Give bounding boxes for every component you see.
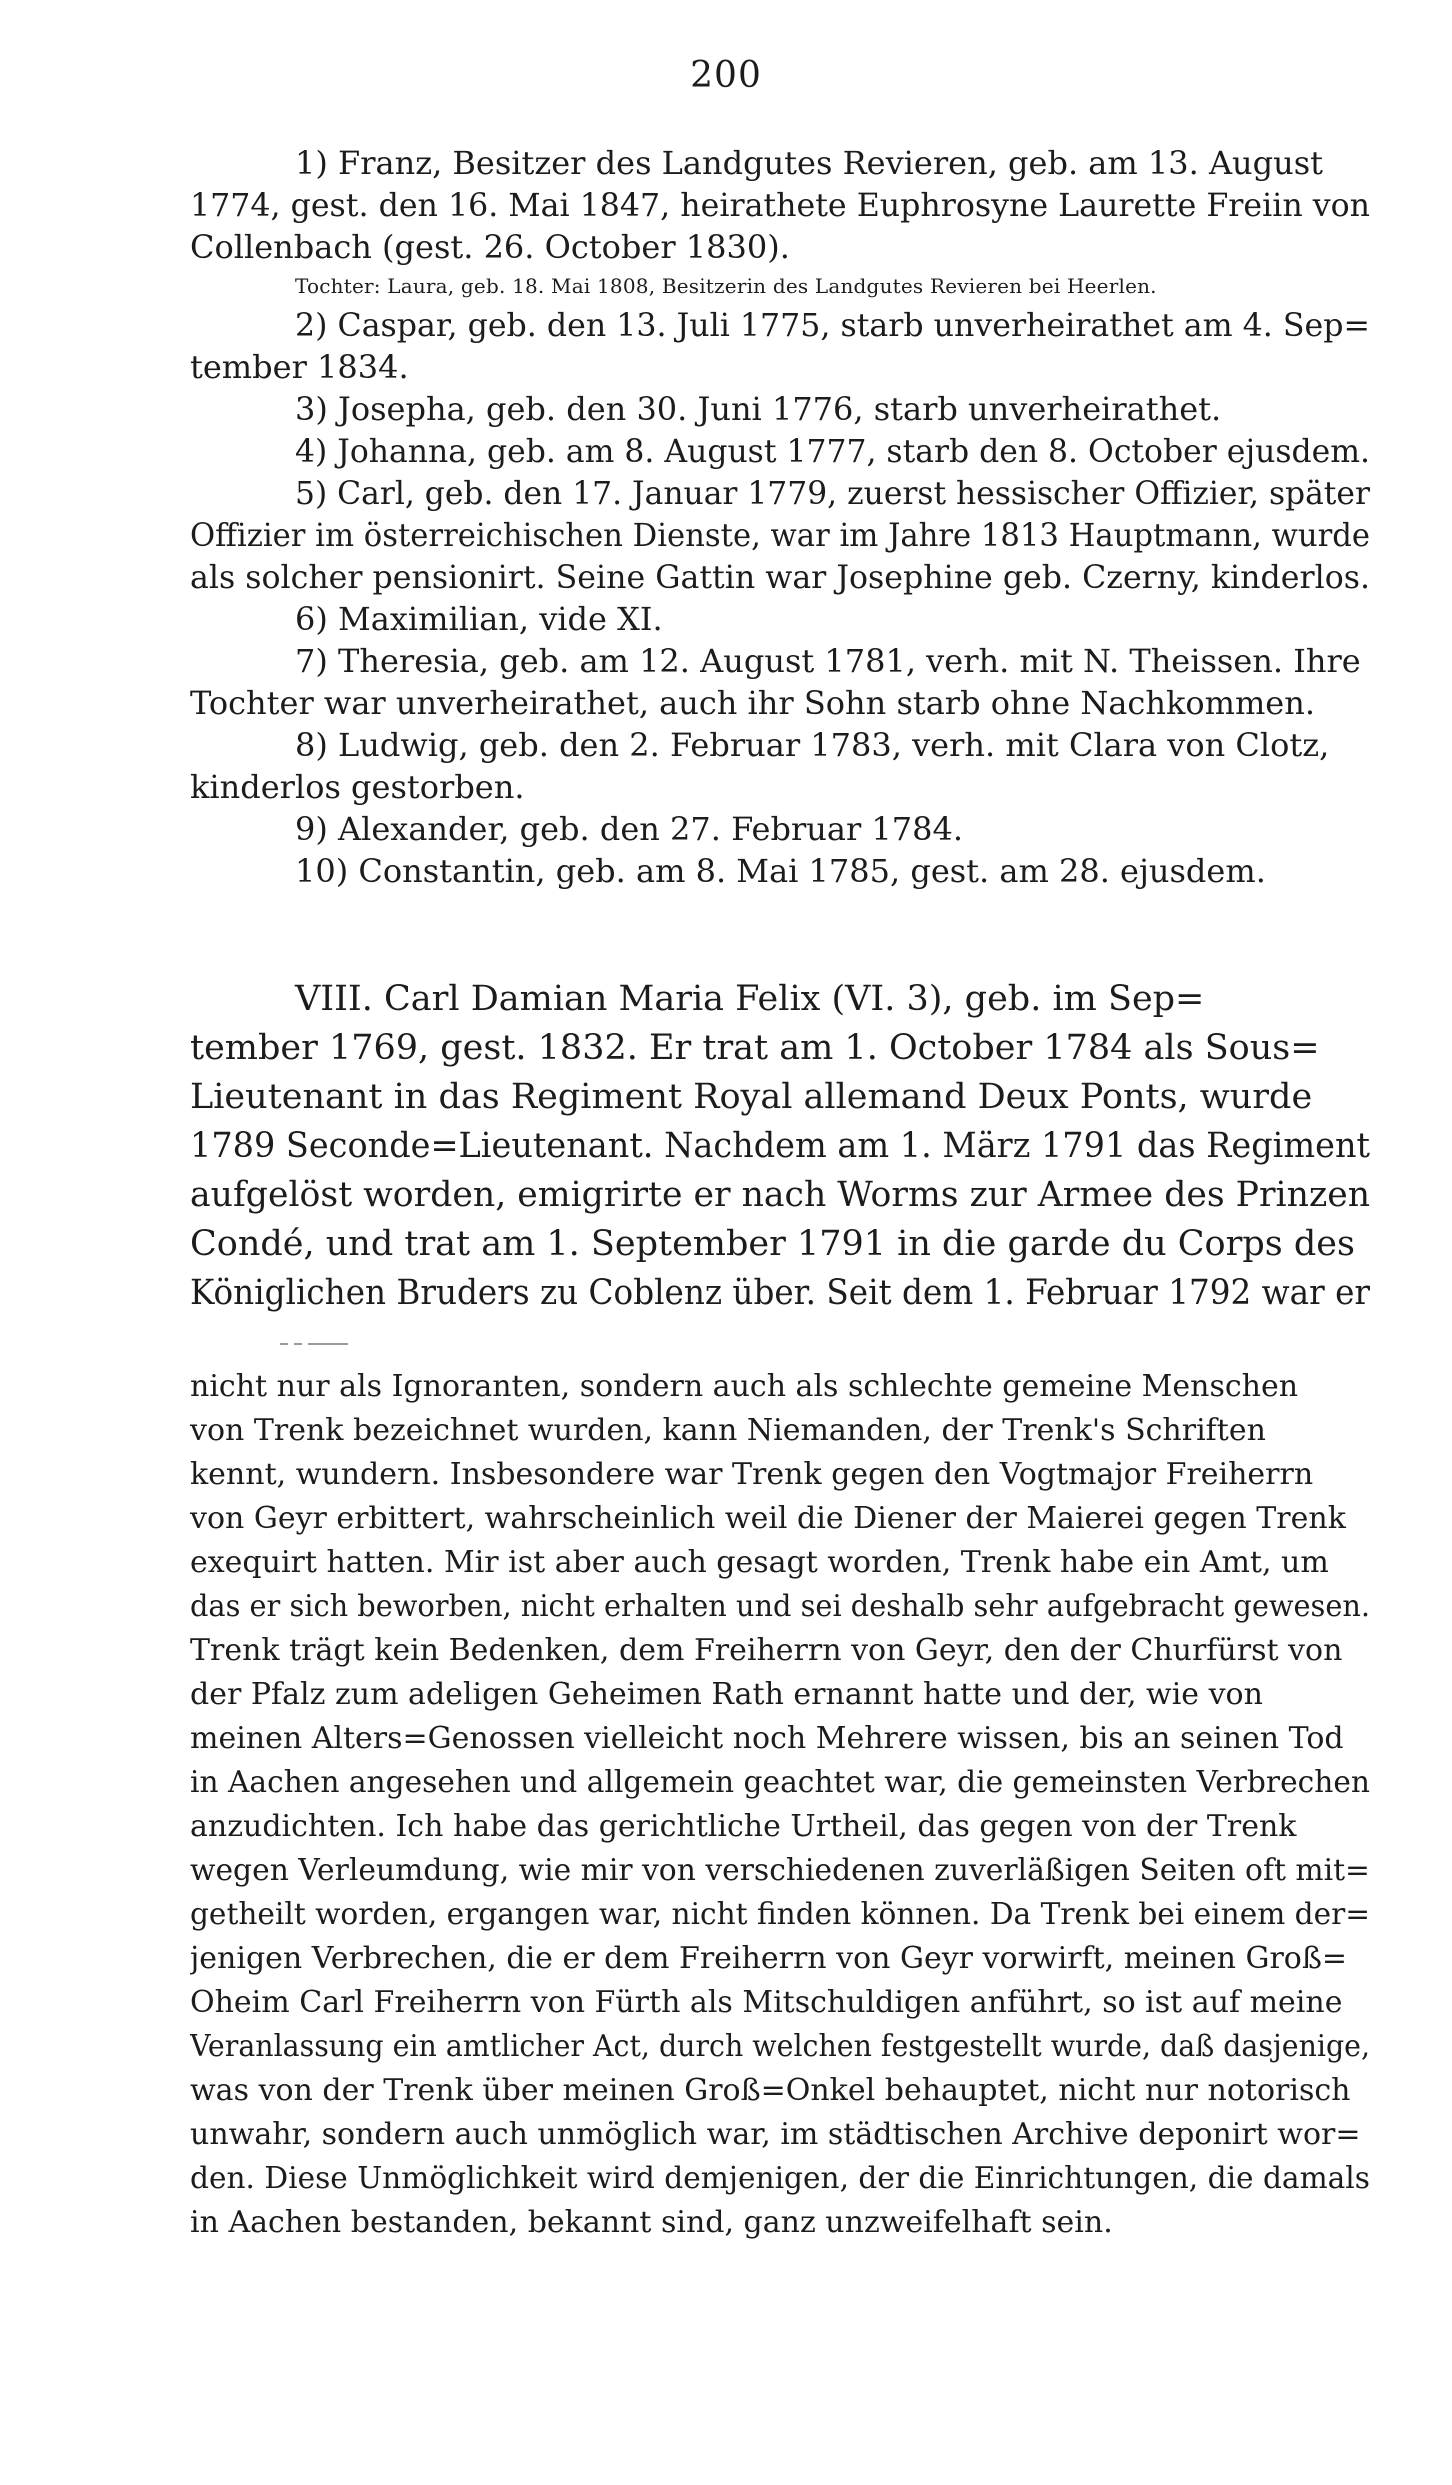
entry-line: 1) Franz, Besitzer des Landgutes Revieren, geb. am 13. August bbox=[295, 144, 1324, 182]
daughter-note: Tochter: Laura, geb. 18. Mai 1808, Besitzerin des Landgutes Revieren bei Heerlen. bbox=[295, 274, 1157, 298]
entry-line: 5) Carl, geb. den 17. Januar 1779, zuerst hessischer Offizier, später bbox=[295, 474, 1370, 512]
footnote-line: wegen Verleumdung, wie mir von verschiedenen zuverläßigen Seiten oft mit= bbox=[190, 1853, 1370, 1888]
entry-tochter-note bbox=[190, 268, 1370, 304]
entry-line: 10) Constantin, geb. am 8. Mai 1785, gest. am 28. ejusdem. bbox=[295, 852, 1266, 890]
page-number: 200 bbox=[690, 55, 762, 96]
entry-franz bbox=[190, 142, 1370, 268]
section-line: tember 1769, gest. 1832. Er trat am 1. October 1784 als Sous= bbox=[190, 1028, 1320, 1068]
footnote-line: von Geyr erbittert, wahrscheinlich weil die Diener der Maierei gegen Trenk bbox=[190, 1501, 1346, 1536]
entry-line: 6) Maximilian, vide XI. bbox=[295, 600, 663, 638]
entry-line: 1774, gest. den 16. Mai 1847, heirathete Euphrosyne Laurette Freiin von bbox=[190, 186, 1370, 224]
footnote-line: Veranlassung ein amtlicher Act, durch welchen festgestellt wurde, daß dasjenige, bbox=[190, 2029, 1370, 2064]
entry-line: 4) Johanna, geb. am 8. August 1777, starb den 8. October ejusdem. bbox=[295, 432, 1370, 470]
entry-line: Collenbach (gest. 26. October 1830). bbox=[190, 228, 790, 266]
entry-josepha bbox=[190, 388, 1370, 430]
footnote-line: unwahr, sondern auch unmöglich war, im städtischen Archive deponirt wor= bbox=[190, 2117, 1361, 2152]
entry-line: kinderlos gestorben. bbox=[190, 768, 525, 806]
footnote-line: den. Diese Unmöglichkeit wird demjenigen, der die Einrichtungen, die damals bbox=[190, 2161, 1370, 2196]
entry-johanna bbox=[190, 430, 1370, 472]
entry-constantin bbox=[190, 850, 1370, 892]
entry-line: 3) Josepha, geb. den 30. Juni 1776, starb unverheirathet. bbox=[295, 390, 1222, 428]
section-line: aufgelöst worden, emigrirte er nach Worms zur Armee des Prinzen bbox=[190, 1175, 1370, 1215]
footnote-line: das er sich beworben, nicht erhalten und sei deshalb sehr aufgebracht gewesen. bbox=[190, 1589, 1370, 1624]
footnote-line: anzudichten. Ich habe das gerichtliche Urtheil, das gegen von der Trenk bbox=[190, 1809, 1297, 1844]
footnote-line: jenigen Verbrechen, die er dem Freiherrn von Geyr vorwirft, meinen Groß= bbox=[190, 1941, 1348, 1976]
footnote-line: getheilt worden, ergangen war, nicht finden können. Da Trenk bei einem der= bbox=[190, 1897, 1370, 1932]
footnote-line: Trenk trägt kein Bedenken, dem Freiherrn von Geyr, den der Churfürst von bbox=[190, 1633, 1343, 1668]
family-entries-list bbox=[190, 142, 1370, 892]
section-line: VIII. Carl Damian Maria Felix (VI. 3), geb. im Sep= bbox=[295, 979, 1205, 1019]
footnote-line: in Aachen angesehen und allgemein geachtet war, die gemeinsten Verbrechen bbox=[190, 1765, 1370, 1800]
section-line: Condé, und trat am 1. September 1791 in die garde du Corps des bbox=[190, 1224, 1355, 1264]
entry-line: Tochter war unverheirathet, auch ihr Sohn starb ohne Nachkommen. bbox=[190, 684, 1316, 722]
section-line: 1789 Seconde=Lieutenant. Nachdem am 1. März 1791 das Regiment bbox=[190, 1126, 1370, 1166]
footnote-line: der Pfalz zum adeligen Geheimen Rath ernannt hatte und der, wie von bbox=[190, 1677, 1263, 1712]
entry-line: Offizier im österreichischen Dienste, war im Jahre 1813 Hauptmann, wurde bbox=[190, 516, 1370, 554]
footnote-line: was von der Trenk über meinen Groß=Onkel behauptet, nicht nur notorisch bbox=[190, 2073, 1351, 2108]
entry-line: als solcher pensionirt. Seine Gattin war Josephine geb. Czerny, kinderlos. bbox=[190, 558, 1370, 596]
footnote-line: nicht nur als Ignoranten, sondern auch als schlechte gemeine Menschen bbox=[190, 1369, 1299, 1404]
entry-alexander bbox=[190, 808, 1370, 850]
footnote-line: in Aachen bestanden, bekannt sind, ganz unzweifelhaft sein. bbox=[190, 2205, 1113, 2240]
entry-caspar bbox=[190, 304, 1370, 388]
entry-line: tember 1834. bbox=[190, 348, 409, 386]
footnote-paragraph bbox=[190, 1365, 1370, 2245]
footnote-line: meinen Alters=Genossen vielleicht noch Mehrere wissen, bis an seinen Tod bbox=[190, 1721, 1344, 1756]
section-line: Lieutenant in das Regiment Royal allemand Deux Ponts, wurde bbox=[190, 1077, 1313, 1117]
section-line: Königlichen Bruders zu Coblenz über. Seit dem 1. Februar 1792 war er bbox=[190, 1273, 1370, 1313]
footnote-line: von Trenk bezeichnet wurden, kann Niemanden, der Trenk's Schriften bbox=[190, 1413, 1266, 1448]
footnote-line: kennt, wundern. Insbesondere war Trenk gegen den Vogtmajor Freiherrn bbox=[190, 1457, 1314, 1492]
separator-marks bbox=[280, 1333, 400, 1341]
entry-line: 8) Ludwig, geb. den 2. Februar 1783, verh. mit Clara von Clotz, bbox=[295, 726, 1330, 764]
section-viii-paragraph bbox=[190, 975, 1370, 1318]
entry-line: 2) Caspar, geb. den 13. Juli 1775, starb unverheirathet am 4. Sep= bbox=[295, 306, 1370, 344]
entry-carl bbox=[190, 472, 1370, 598]
footnote-line: exequirt hatten. Mir ist aber auch gesagt worden, Trenk habe ein Amt, um bbox=[190, 1545, 1329, 1580]
entry-line: 7) Theresia, geb. am 12. August 1781, verh. mit N. Theissen. Ihre bbox=[295, 642, 1361, 680]
entry-ludwig bbox=[190, 724, 1370, 808]
entry-maximilian bbox=[190, 598, 1370, 640]
footnote-line: Oheim Carl Freiherrn von Fürth als Mitschuldigen anführt, so ist auf meine bbox=[190, 1985, 1343, 2020]
entry-theresia bbox=[190, 640, 1370, 724]
entry-line: 9) Alexander, geb. den 27. Februar 1784. bbox=[295, 810, 964, 848]
